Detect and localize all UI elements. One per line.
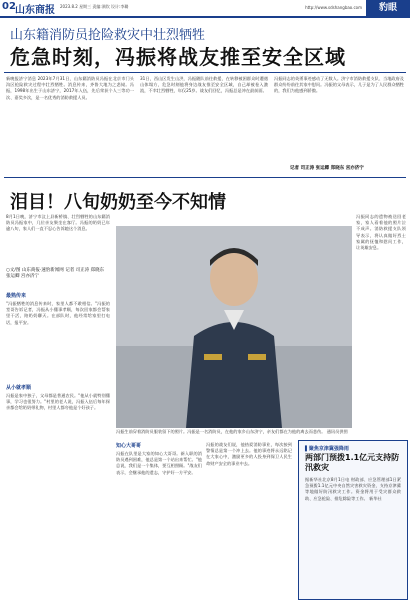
section-tag: 豹眼 xyxy=(366,0,410,16)
story2-headline: 泪目！八旬奶奶至今不知情 xyxy=(10,192,226,213)
masthead xyxy=(0,0,410,18)
paper-name: 山东商报 xyxy=(15,5,55,16)
story2-lead: 8月1日晚，济宁市汶上县新桥镇、壮烈牺牲的山东籍消防员冯振家中，几位亲友聚坐在客厅。冯振的奶奶已年逾八旬，家人们一直不忍心告诉她这个消息。 xyxy=(6,214,110,232)
subhead-filial: 从小就孝顺 xyxy=(6,385,32,391)
subhead-big-brother: 知心大哥哥 xyxy=(116,443,142,449)
firefighter-portrait-image xyxy=(116,226,352,428)
divider xyxy=(4,177,406,178)
firefighter-photo xyxy=(116,226,352,428)
subhead-news: 最熟传来 xyxy=(6,293,27,299)
story2-byline: ○文/图 山东商报·速豹新闻网 记者 司正涛 郑晓东 张运卿 宫亦济宁 xyxy=(6,268,105,279)
story2-column-2b: 冯振在队里是大家的知心大哥哥。新入职的消防员遇到困难，他总是第一个站出来帮忙。"他总说，我们是一个集体，要互相照顾。"战友们表示，会继承他的遗志，守护好一方平安。 xyxy=(116,451,202,475)
divider xyxy=(4,72,406,73)
sidebar-body: 据新华社北京8月1日电 财政部、应急管理部1日紧急预拨1.1亿元中央自然灾害救灾资金，支持京津冀等地做好防汛救灾工作。资金将用于受灾群众救助、应急抢险、排危除险等工作。 新华社 xyxy=(305,477,401,501)
issue-info: 2023.8.2 星期三 责编:满钦 设计:李璐 xyxy=(60,4,129,9)
story2-column-right: 冯振同志的遗物被送回老家，家人看着他的照片泣不成声。消防救援支队领导表示，将认真做好烈士家属的抚恤和慰问工作，让英雄安息。 xyxy=(356,214,406,251)
sidebar-kicker: ▌聚焦京津冀强降雨 xyxy=(305,446,349,452)
story2-column-1c: 冯振是家中独子，父母都是普通农民。"他从小就特别懂事，学习也很努力。"村里的老人说，冯振入伍后每年探亲都会给奶奶带礼物，村里人都夸他是个好孩子。 xyxy=(6,393,110,411)
page-number: 02 xyxy=(2,1,16,12)
story2-column-3: 冯振的战友们说，他热爱消防事业，每次接到警情总是第一个冲上去。他的事迹将永远铭记在大家心中，激励更多的人投身到保卫人民生命财产安全的事业中去。 xyxy=(206,442,292,466)
story1-headline: 危急时刻，冯振将战友推至安全区域 xyxy=(10,45,346,69)
photo-caption: 冯振生前穿着消防员服装留下的照片。冯振是一名消防员，在他的家乡山东济宁，亲友们都在为他的离去而悲伤。 通讯员供图 xyxy=(116,429,348,434)
sidebar-news-box xyxy=(298,440,408,600)
story2-column-1b: "冯振牺牲的消息传来时，家里人都不敢相信。"冯振的堂哥告诉记者，冯振从小懂事孝顺，每次回家都会帮家里干活，陪奶奶聊天。在部队时，他经常给家里打电话，报平安。 xyxy=(6,301,110,325)
website-link[interactable]: http://www.sdshangbao.com xyxy=(305,5,362,10)
story1-overtitle: 山东籍消防员抢险救灾中壮烈牺牲 xyxy=(10,28,206,43)
story1-column-2: 31日，西山区发生山洪，冯振随队前往救援，在转移被困群众时遭遇山体塌方，危急时刻他将身边战友推至安全区域，自己却被卷入激流，不幸壮烈牺牲，年仅25岁。战友们回忆，冯振总是冲在最前面。 xyxy=(140,76,268,94)
story1-column-1: 新晚报济宁消息 2023年7月31日，山东籍消防员冯振在北京市门头沟区抢险救灾过程中壮烈牺牲。消息传来，齐鲁大地为之悲恸。冯振，1998年出生于山东济宁，2017年入伍，先后荣获个人三等功一次、嘉奖多次，是一名优秀的消防救援人员。 xyxy=(6,76,134,100)
sidebar-headline: 两部门预拨1.1亿元支持防汛救灾 xyxy=(305,453,400,472)
story1-column-3: 冯振同志的英勇事迹感动了无数人。济宁市消防救援支队、当地政府及群众纷纷前往其家中慰问。冯振的父母表示，儿子是为了人民群众牺牲的，我们为他感到骄傲。 xyxy=(274,76,404,94)
story1-byline: 记者 司正涛 张运卿 郑晓东 宫亦济宁 xyxy=(290,166,364,171)
